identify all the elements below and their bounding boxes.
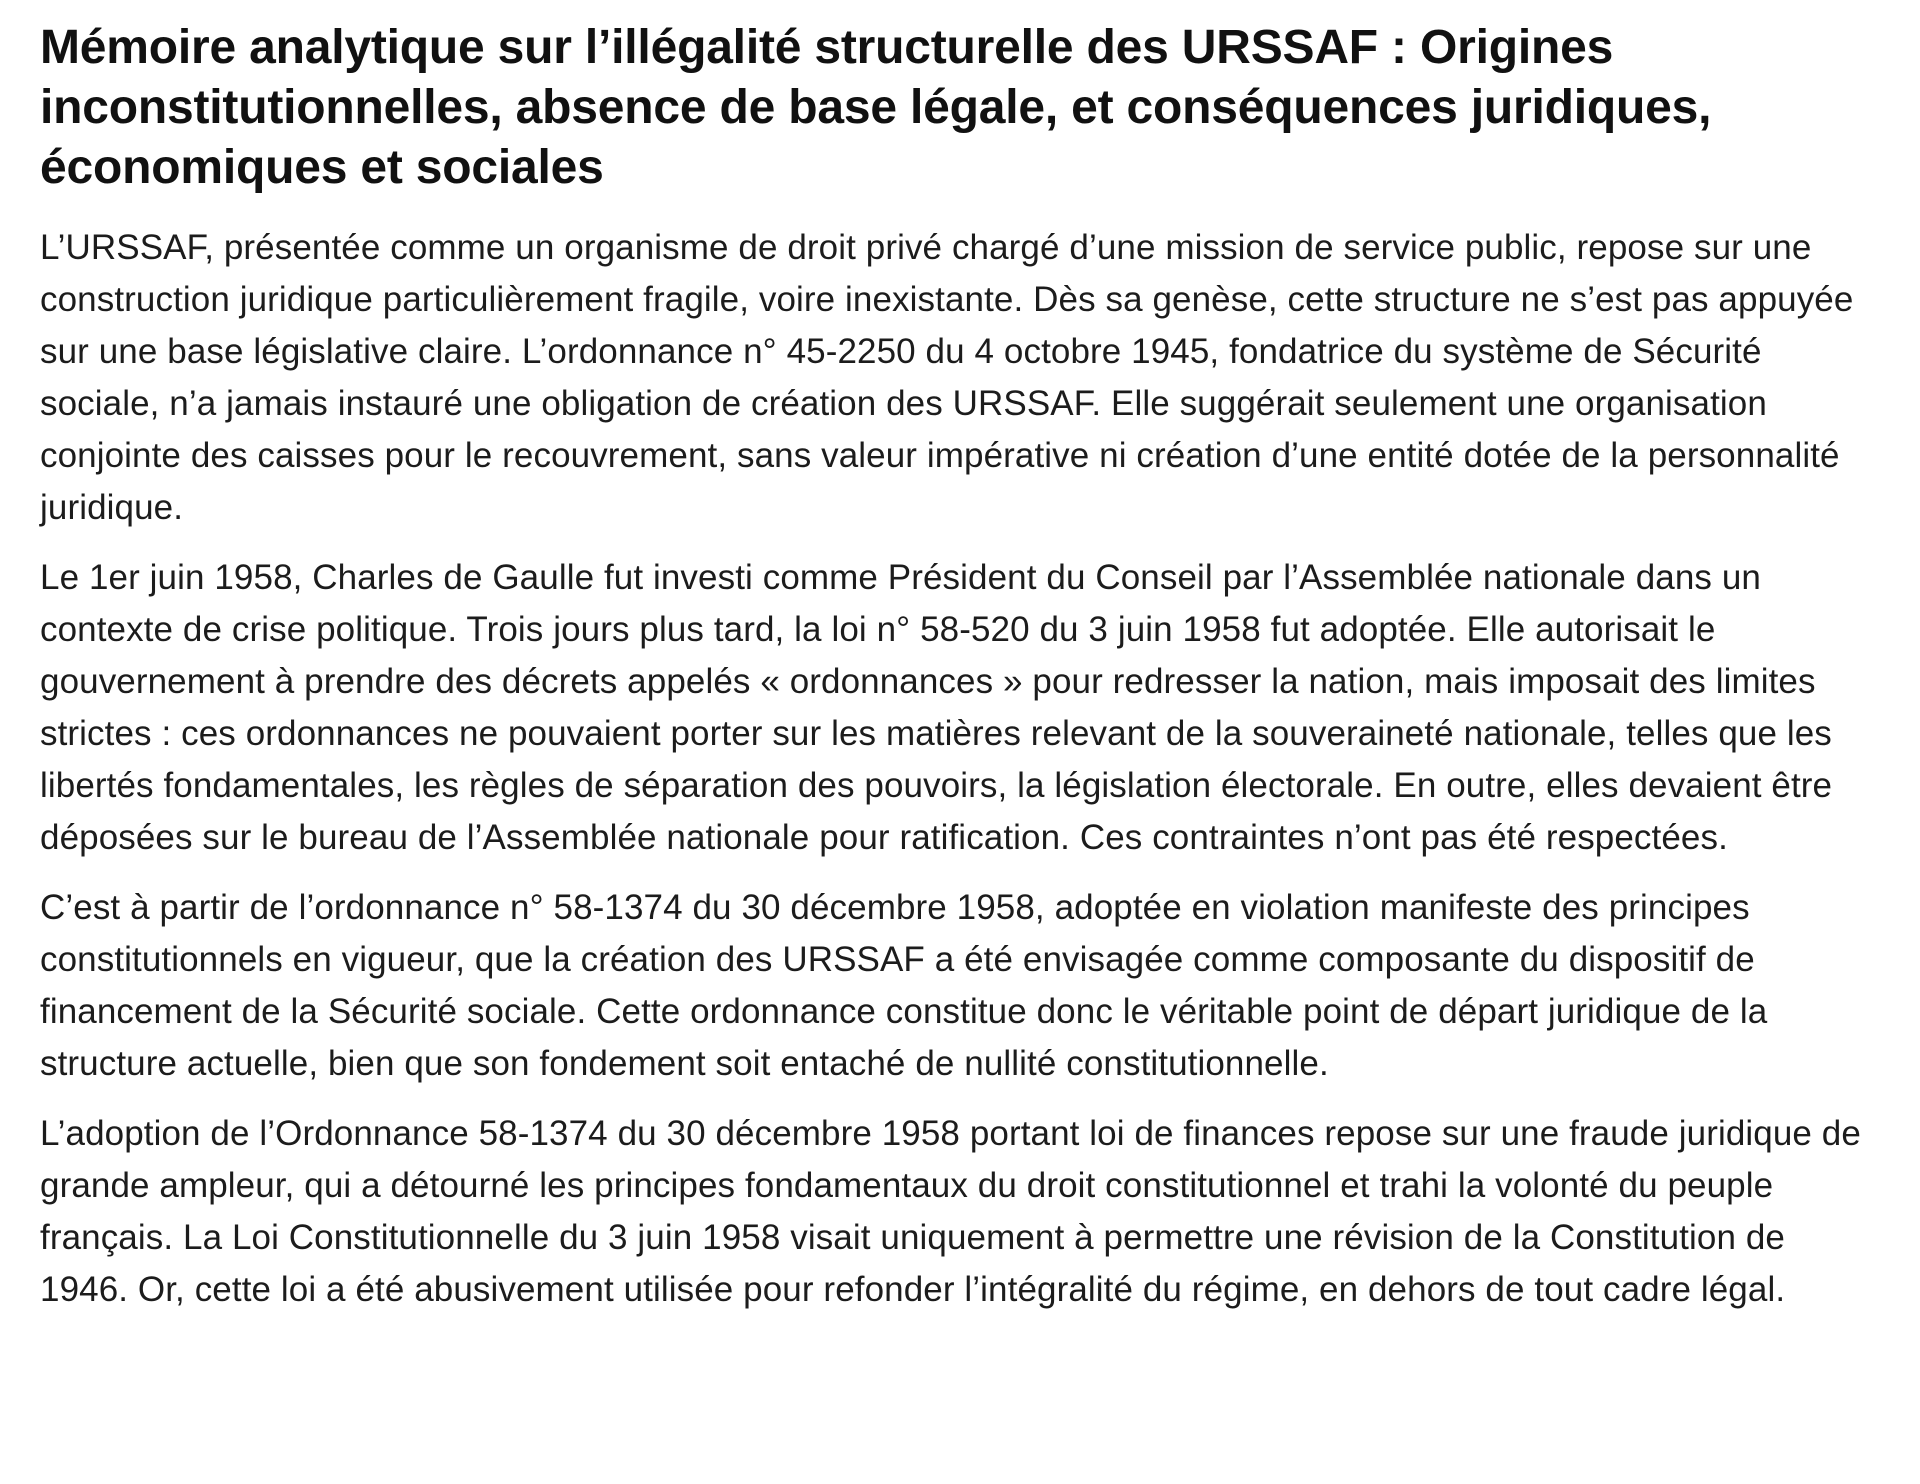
paragraph-origins-1945: L’URSSAF, présentée comme un organisme de droit privé chargé d’une mission de service public, repose sur une construction juridique particulièrement fragile, voire inexistante. Dès sa genèse, cette structure ne s’est pas appuyée sur une base législative claire. L’ordonnance n° 45-2250 du 4 octobre 1945, fondatrice du système de Sécurité sociale, n’a jamais instauré une obligation de création des URSSAF. Elle suggérait seulement une organisation conjointe des caisses pour le recouvrement, sans valeur impérative ni création d’une entité dotée de la personnalité juridique.	[40, 228, 1854, 527]
paragraph-de-gaulle-1958: Le 1er juin 1958, Charles de Gaulle fut investi comme Président du Conseil par l’Assemblée nationale dans un contexte de crise politique. Trois jours plus tard, la loi n° 58-520 du 3 juin 1958 fut adoptée. Elle autorisait le gouvernement à prendre des décrets appelés « ordonnances » pour redresser la nation, mais imposait des limites strictes : ces ordonnances ne pouvaient porter sur les matières relevant de la souveraineté nationale, telles que les libertés fondamentales, les règles de séparation des pouvoirs, la législation électorale. En outre, elles devaient être déposées sur le bureau de l’Assemblée nationale pour ratification. Ces contraintes n’ont pas été respectées.	[40, 558, 1833, 857]
document-title: Mémoire analytique sur l’illégalité structurelle des URSSAF : Origines inconstitutionnelles, absence de base légale, et conséquences juridiques, économiques et sociales	[40, 21, 1712, 194]
paragraph-ordonnance-58-1374: C’est à partir de l’ordonnance n° 58-1374 du 30 décembre 1958, adoptée en violation manifeste des principes constitutionnels en vigueur, que la création des URSSAF a été envisagée comme composante du dispositif de financement de la Sécurité sociale. Cette ordonnance constitue donc le véritable point de départ juridique de la structure actuelle, bien que son fondement soit entaché de nullité constitutionnelle.	[40, 888, 1768, 1083]
paragraph-fraude-juridique: L’adoption de l’Ordonnance 58-1374 du 30 décembre 1958 portant loi de finances repose sur une fraude juridique de grande ampleur, qui a détourné les principes fondamentaux du droit constitutionnel et trahi la volonté du peuple français. La Loi Constitutionnelle du 3 juin 1958 visait uniquement à permettre une révision de la Constitution de 1946. Or, cette loi a été abusivement utilisée pour refonder l’intégralité du régime, en dehors de tout cadre légal.	[40, 1114, 1861, 1309]
